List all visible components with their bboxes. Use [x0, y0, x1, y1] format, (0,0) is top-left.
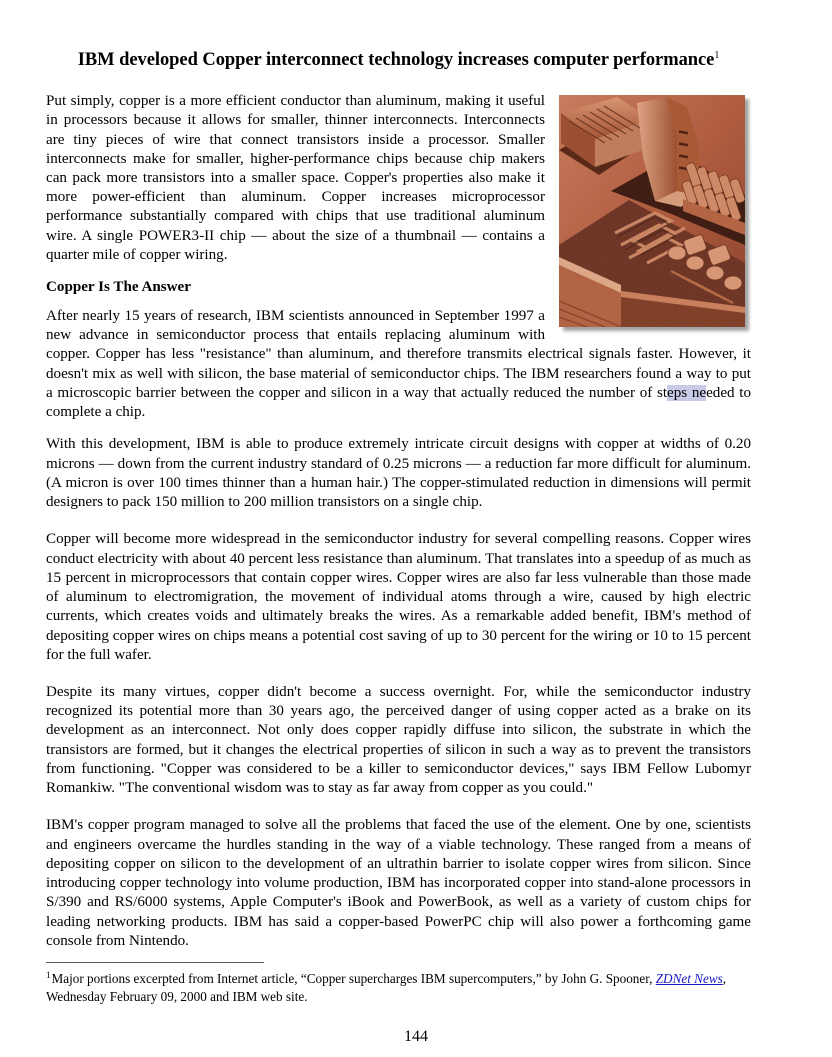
page-title: [46, 48, 751, 72]
copper-interconnect-micrograph: [559, 95, 745, 327]
paragraph-with-this-development: With this development, IBM is able to produce extremely intricate circuit designs with copper at widths of 0.20 microns — down from the current industry standard of 0.25 microns — a reduction far more difficult for aluminum. (A micron is over 100 times thinner than a human hair.) The copper-stimulated reduction in dimensions will permit designers to pack 150 million to 200 million transistors on a single chip.: [46, 436, 751, 511]
page-number: 144: [404, 1028, 428, 1045]
paragraph-despite-many-virtues: Despite its many virtues, copper didn't become a success overnight. For, while the semiconductor industry recognized its potential more than 30 years ago, the perceived danger of using copper acted as a brake on its development as an interconnect. Not only does copper rapidly diffuse into silicon, the substrate in which the transistors are formed, but it changes the electrical properties of silicon in such a way as to prevent the transistors from functioning. "Copper was considered to be a killer to semiconductor devices," says IBM Fellow Lubomyr Romankiw. "The conventional wisdom was to stay as far away from copper as you could.": [46, 684, 751, 797]
footnote-1: [46, 970, 751, 1005]
text-selection-highlight[interactable]: eps ne: [667, 384, 707, 401]
footnote-text-before-link: Major portions excerpted from Internet article, “Copper supercharges IBM supercomputers,” by John G. Spooner,: [51, 971, 656, 986]
figure-copper-interconnect: [559, 95, 751, 327]
page-title-text: IBM developed Copper interconnect technology increases computer performance: [77, 50, 715, 70]
footnote-marker: 1: [46, 969, 51, 980]
title-footnote-marker: 1: [714, 49, 720, 61]
zdnet-news-link[interactable]: ZDNet News: [655, 971, 723, 986]
paragraph-intro: Put simply, copper is a more efficient conductor than aluminum, making it useful in processors because it allows for smaller, thinner interconnects. Interconnects are tiny pieces of wire that connect transistors inside a processor. Smaller interconnects make for smaller, higher-performance chips because chip makers can pack more transistors into a smaller space. Copper's properties also make it more power-efficient than aluminum. Copper increases microprocessor performance substantially compared with chips that use traditional aluminum wire. A single POWER3-II chip — about the size of a thumbnail — contains a quarter mile of copper wiring.: [46, 93, 545, 263]
paragraph-text-part-a: After nearly 15 years of research, IBM scientists announced in September 1997 a new advance in semiconductor process that entails replacing aluminum with copper. Copper has less "resistance" than aluminum, and therefore transmits electrical signals faster. However, it doesn't mix as well with silicon, the base material of semiconductor chips. The IBM researchers found a way to put a microscopic barrier between the copper and silicon in a way that actually reduced the number of st: [46, 308, 751, 401]
footnote-text-after-link: , Wednesday February 09, 2000 and IBM web site.: [46, 971, 727, 1004]
paragraph-text-part-b: eded to complete a chip.: [46, 384, 751, 421]
paragraph-ibm-copper-program: IBM's copper program managed to solve all the problems that faced the use of the element. One by one, scientists and engineers overcame the hurdles standing in the way of a viable technology. These ranged from a means of depositing copper on silicon to the development of an ultrathin barrier to isolate copper wires from silicon. Since introducing copper technology into volume production, IBM has incorporated copper into stand-alone processors in S/390 and RS/6000 systems, Apple Computer's iBook and PowerBook, as well as a variety of custom chips for leading networking products. IBM has said a copper-based PowerPC chip will also power a forthcoming game console from Nintendo.: [46, 817, 751, 949]
page-content: [46, 48, 751, 964]
paragraph-copper-widespread: Copper will become more widespread in the semiconductor industry for several compelling reasons. Copper wires conduct electricity with about 40 percent less resistance than aluminum. That translates into a speedup of as much as 15 percent in microprocessors that contain copper wires. Copper wires are also far less vulnerable than those made of aluminum to electromigration, the movement of individual atoms through a wire, caused by high electric currents, which creates voids and ultimately breaks the wires. As a remarkable added benefit, IBM's method of depositing copper wires on chips means a potential cost saving of up to 30 percent for the wiring or 10 to 15 percent for the full wafer.: [46, 531, 751, 663]
footnote-area: [46, 962, 751, 1005]
footnote-separator-rule: [46, 962, 264, 963]
figure-frame: [559, 95, 745, 327]
section-heading-copper-is-the-answer: Copper Is The Answer: [46, 279, 191, 296]
